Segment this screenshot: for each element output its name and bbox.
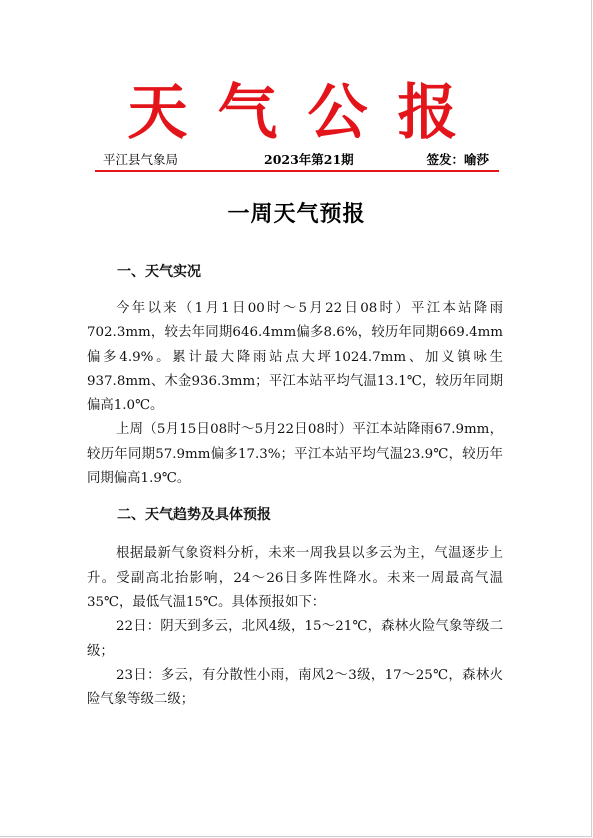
paragraph: 上周（5月15日08时～5月22日08时）平江本站降雨67.9mm，较历年同期57.9mm偏多17.3%；平江本站平均气温23.9℃，较历年同期偏高1.9℃。 [87,422,503,487]
section-heading: 一、天气实况 [117,264,201,280]
section-heading: 二、天气趋势及具体预报 [117,507,271,524]
paragraph: 22日：阴天到多云，北风4级，15～21℃，森林火险气象等级二级； [87,619,503,659]
document-body [87,260,503,712]
document-title: 一周天气预报 [227,202,366,227]
masthead-title: 天气公报 [127,78,488,148]
issue-number: 2023年第21期 [264,152,354,167]
paragraph: 根据最新气象资料分析，未来一周我县以多云为主，气温逐步上升。受副高北抬影响，24～26日多阵性降水。未来一周最高气温35℃，最低气温15℃。具体预报如下： [87,546,503,610]
paragraph: 23日：多云，有分散性小雨，南风2～3级，17～25℃，森林火险气象等级二级； [87,667,503,708]
red-divider [95,170,499,172]
signer: 签发：喻莎 [426,152,489,167]
paragraph: 今年以来（1月1日00时～5月22日08时）平江本站降雨702.3mm，较去年同期646.4mm偏多8.6%，较历年同期669.4mm偏多4.9%。累计最大降雨站点大坪1024.7mm、加义镇咏生937.8mm、木金936.3mm；平江本站平均气温13.1℃，较历年同期偏高1.0℃。 [87,301,503,414]
issuer: 平江县气象局 [103,152,179,167]
issue-info-row [97,150,497,168]
